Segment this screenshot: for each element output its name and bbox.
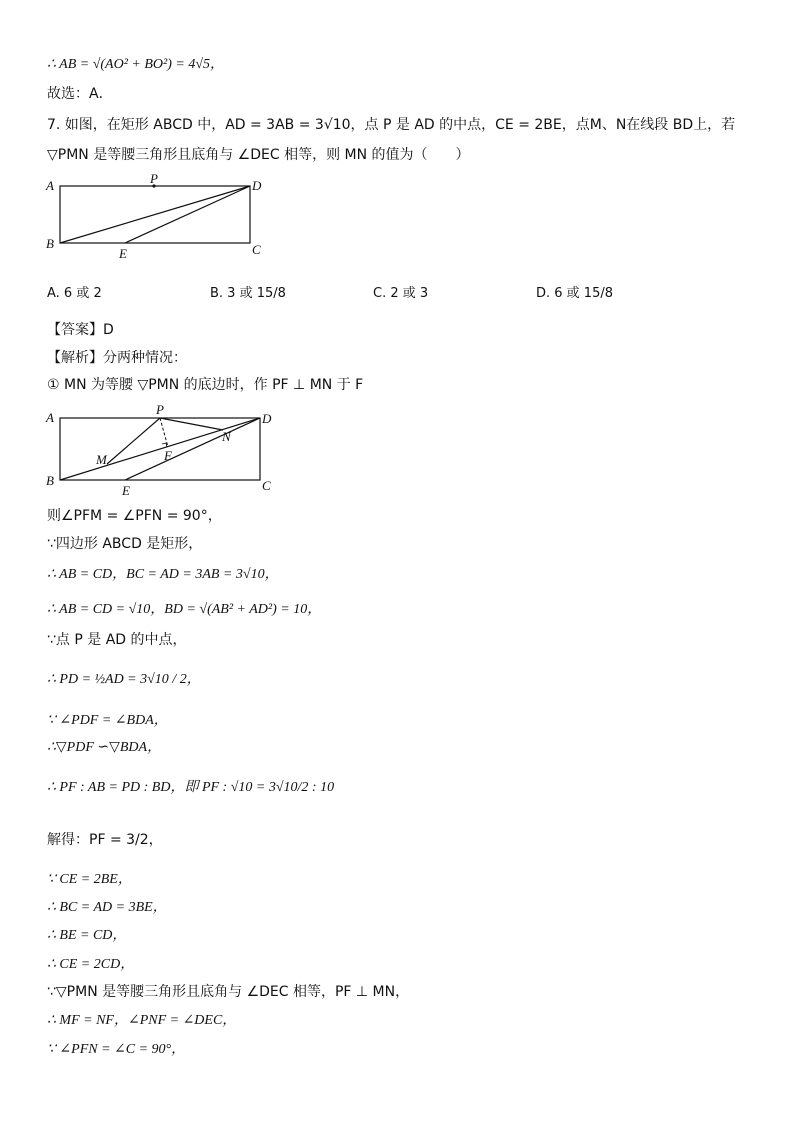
line-20: ∴ MF = NF，∠PNF = ∠DEC， — [47, 1013, 237, 1028]
fig2-label-d: D — [262, 411, 272, 426]
fig2-label-b: B — [46, 473, 54, 488]
fig2-label-n: N — [222, 429, 231, 444]
line-16: ∴ BC = AD = 3BE， — [47, 900, 167, 915]
choice-c: C. 2 或 3 — [373, 286, 429, 301]
fig2-label-c: C — [262, 478, 271, 493]
line-14: 解得：PF = 3/2， — [47, 832, 163, 848]
line-18: ∴ CE = 2CD， — [47, 957, 135, 972]
line-13: ∴ PF : AB = PD : BD，即 PF : √10 = 3√10/2 : 10 — [47, 780, 335, 795]
line-10: ∴ PD = ½AD = 3√10 / 2， — [47, 672, 201, 687]
choice-b: B. 3 或 15/8 — [210, 286, 286, 301]
question-7-line-2: ▽PMN 是等腰三角形且底角与 ∠DEC 相等，则 MN 的值为（ ） — [47, 147, 470, 163]
fig2-label-p: P — [156, 402, 164, 417]
line-07: ∴ AB = CD，BC = AD = 3AB = 3√10， — [47, 567, 279, 582]
figure-1 — [40, 172, 280, 264]
question-7-line-1: 7. 如图，在矩形 ABCD 中，AD = 3AB = 3√10，点 P 是 AD 的中点，CE = 2BE，点M、N在线段 BD上，若 — [47, 117, 736, 133]
line-19: ∵▽PMN 是等腰三角形且底角与 ∠DEC 相等，PF ⊥ MN， — [47, 984, 410, 1000]
figure-2 — [40, 400, 280, 498]
line-06: ∵四边形 ABCD 是矩形， — [47, 536, 203, 552]
line-17: ∴ BE = CD， — [47, 928, 127, 943]
fig2-label-e: E — [122, 483, 130, 498]
fig2-label-m: M — [96, 452, 107, 467]
choice-d: D. 6 或 15/8 — [536, 286, 614, 301]
fig1-label-a: A — [46, 178, 54, 193]
choice-a: A. 6 或 2 — [47, 286, 102, 301]
fig1-label-e: E — [119, 246, 127, 261]
line-21: ∵ ∠PFN = ∠C = 90°， — [47, 1042, 186, 1057]
line-11: ∵ ∠PDF = ∠BDA， — [47, 713, 168, 728]
line-12: ∴▽PDF ∽▽BDA， — [47, 740, 162, 755]
line-15: ∵ CE = 2BE， — [47, 872, 132, 887]
case-1: ① MN 为等腰 ▽PMN 的底边时，作 PF ⊥ MN 于 F — [47, 377, 364, 393]
fig1-label-c: C — [252, 242, 261, 257]
line-02: 故选：A． — [47, 86, 113, 102]
fig2-label-a: A — [46, 410, 54, 425]
line-08: ∴ AB = CD = √10，BD = √(AB² + AD²) = 10， — [47, 602, 322, 617]
fig1-label-b: B — [46, 236, 54, 251]
answer: 【答案】D — [47, 322, 114, 338]
fig1-label-d: D — [252, 178, 262, 193]
fig2-label-f: F — [164, 448, 172, 463]
fig1-label-p: P — [150, 172, 158, 186]
line-09: ∵点 P 是 AD 的中点， — [47, 632, 187, 648]
explanation-heading: 【解析】分两种情况： — [47, 350, 187, 366]
line-05: 则∠PFM = ∠PFN = 90°， — [47, 508, 222, 524]
line-01: ∴ AB = √(AO² + BO²) = 4√5， — [47, 57, 225, 72]
